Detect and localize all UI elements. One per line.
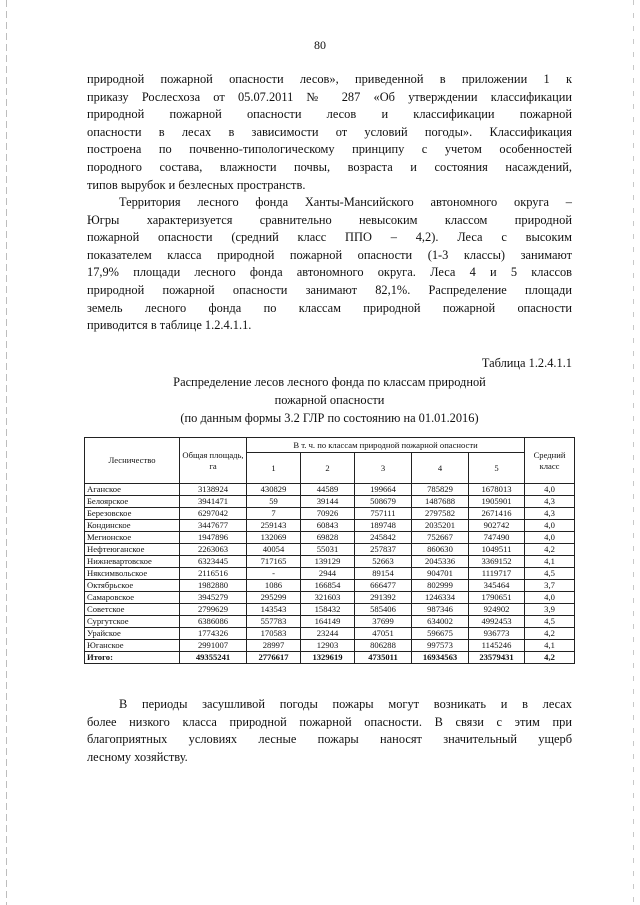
paragraph-line: породного состава, влажности почвы, возраста и состояния насаждений, <box>87 159 572 174</box>
cell-avg: 4,1 <box>525 556 575 568</box>
paragraph-line: природной пожарной опасности лесов», приведенной в приложении 1 к <box>87 72 572 86</box>
cell-c1: 1086 <box>247 580 301 592</box>
cell-c2: 2944 <box>301 568 355 580</box>
cell-area: 3447677 <box>180 520 247 532</box>
paragraph-line: В периоды засушливой погоды пожары могут возникать и в лесах <box>119 697 572 711</box>
cell-name: Аганское <box>85 484 180 496</box>
cell-area: 3945279 <box>180 592 247 604</box>
cell-c2: 23244 <box>301 628 355 640</box>
header-class-3: 3 <box>355 453 412 484</box>
paragraph-intro <box>87 71 572 194</box>
cell-c5: 23579431 <box>469 652 525 664</box>
scan-edge-right <box>633 0 634 905</box>
paragraph-line: более низкого класса природной пожарной опасности. В связи с этим при <box>87 714 572 729</box>
cell-area: 2799629 <box>180 604 247 616</box>
cell-c1: 59 <box>247 496 301 508</box>
cell-c2: 164149 <box>301 616 355 628</box>
paragraph-line: приказу Рослесхоза от 05.07.2011 № 287 «Об утверждении классификации <box>87 89 572 104</box>
cell-c3: 37699 <box>355 616 412 628</box>
cell-c5: 3369152 <box>469 556 525 568</box>
cell-c2: 1329619 <box>301 652 355 664</box>
cell-area: 3138924 <box>180 484 247 496</box>
cell-c2: 69828 <box>301 532 355 544</box>
cell-c2: 321603 <box>301 592 355 604</box>
paragraph-line: типов вырубок и безлесных пространств. <box>87 177 306 192</box>
header-class-1: 1 <box>247 453 301 484</box>
page-number: 80 <box>314 38 326 52</box>
header-forestry: Лесничество <box>85 438 180 484</box>
cell-c4: 1246334 <box>412 592 469 604</box>
cell-name: Октябрьское <box>85 580 180 592</box>
paragraph-line: благоприятных условиях лесные пожары наносят значительный ущерб <box>87 732 572 747</box>
cell-c5: 747490 <box>469 532 525 544</box>
paragraph-line: построена по почвенно-типологическому принципу с учетом особенностей <box>87 142 572 157</box>
cell-c4: 752667 <box>412 532 469 544</box>
table-row <box>85 640 575 652</box>
cell-c4: 802999 <box>412 580 469 592</box>
cell-c4: 2035201 <box>412 520 469 532</box>
cell-area: 2116516 <box>180 568 247 580</box>
cell-c4: 997573 <box>412 640 469 652</box>
cell-c4: 860630 <box>412 544 469 556</box>
cell-c4: 785829 <box>412 484 469 496</box>
cell-name: Урайское <box>85 628 180 640</box>
cell-c1: 557783 <box>247 616 301 628</box>
cell-area: 2991007 <box>180 640 247 652</box>
cell-c2: 12903 <box>301 640 355 652</box>
header-by-class-group: В т. ч. по классам природной пожарной опасности <box>247 438 525 453</box>
header-total-area: Общая площадь, га <box>180 438 247 484</box>
table-row <box>85 580 575 592</box>
cell-area: 6323445 <box>180 556 247 568</box>
cell-avg: 4,0 <box>525 484 575 496</box>
table-row <box>85 520 575 532</box>
scan-edge-left <box>6 0 7 905</box>
paragraph-territory <box>87 194 572 335</box>
header-avg-class: Средний класс <box>525 438 575 484</box>
cell-c1: 143543 <box>247 604 301 616</box>
cell-c1: 259143 <box>247 520 301 532</box>
table-row <box>85 496 575 508</box>
cell-c3: 257837 <box>355 544 412 556</box>
cell-avg: 4,0 <box>525 592 575 604</box>
paragraph-line: Югры характеризуется сравнительно невысоким классом природной <box>87 212 572 227</box>
cell-avg: 4,2 <box>525 544 575 556</box>
table-row <box>85 616 575 628</box>
paragraph-line: природной пожарной опасности занимают 82,1%. Распределение площади <box>87 282 572 297</box>
cell-c4: 2797582 <box>412 508 469 520</box>
paragraph-line: приводится в таблице 1.2.4.1.1. <box>87 318 252 333</box>
cell-c5: 345464 <box>469 580 525 592</box>
cell-c5: 1678013 <box>469 484 525 496</box>
forest-fire-class-table <box>84 437 575 664</box>
cell-avg: 3,9 <box>525 604 575 616</box>
cell-name: Белоярское <box>85 496 180 508</box>
cell-avg: 4,1 <box>525 640 575 652</box>
cell-c1: 7 <box>247 508 301 520</box>
cell-c1: 28997 <box>247 640 301 652</box>
cell-area: 3941471 <box>180 496 247 508</box>
cell-c4: 596675 <box>412 628 469 640</box>
cell-c3: 291392 <box>355 592 412 604</box>
cell-c4: 2045336 <box>412 556 469 568</box>
cell-name: Юганское <box>85 640 180 652</box>
table-row <box>85 484 575 496</box>
cell-area: 2263063 <box>180 544 247 556</box>
table-row <box>85 628 575 640</box>
paragraph-line: пожарной опасности (средний класс ППО – 4,2). Леса с высоким <box>87 230 572 245</box>
cell-c4: 634002 <box>412 616 469 628</box>
cell-name: Самаровское <box>85 592 180 604</box>
cell-c2: 166854 <box>301 580 355 592</box>
cell-c2: 70926 <box>301 508 355 520</box>
header-class-4: 4 <box>412 453 469 484</box>
cell-c1: 40054 <box>247 544 301 556</box>
cell-area: 1982880 <box>180 580 247 592</box>
table-row <box>85 532 575 544</box>
cell-c3: 757111 <box>355 508 412 520</box>
cell-name: Итого: <box>85 652 180 664</box>
cell-c3: 52663 <box>355 556 412 568</box>
cell-c3: 199664 <box>355 484 412 496</box>
cell-c4: 16934563 <box>412 652 469 664</box>
cell-name: Нефтеюганское <box>85 544 180 556</box>
cell-c5: 1905901 <box>469 496 525 508</box>
cell-c2: 39144 <box>301 496 355 508</box>
cell-c3: 806288 <box>355 640 412 652</box>
cell-name: Няксимвольское <box>85 568 180 580</box>
cell-c5: 1145246 <box>469 640 525 652</box>
cell-avg: 4,2 <box>525 652 575 664</box>
table-row <box>85 556 575 568</box>
paragraph-line: опасности в лесах в зависимости от условий погоды». Классификация <box>87 124 572 139</box>
cell-name: Мегионское <box>85 532 180 544</box>
table-caption-line: (по данным формы 3.2 ГЛР по состоянию на 01.01.2016) <box>180 411 479 425</box>
cell-c1: 717165 <box>247 556 301 568</box>
table-label: Таблица 1.2.4.1.1 <box>481 356 572 370</box>
cell-name: Советское <box>85 604 180 616</box>
table-row <box>85 604 575 616</box>
cell-c3: 666477 <box>355 580 412 592</box>
cell-c3: 585406 <box>355 604 412 616</box>
cell-c1: 132069 <box>247 532 301 544</box>
cell-c3: 508679 <box>355 496 412 508</box>
cell-c3: 47051 <box>355 628 412 640</box>
cell-area: 1947896 <box>180 532 247 544</box>
cell-avg: 3,7 <box>525 580 575 592</box>
cell-name: Нижневартовское <box>85 556 180 568</box>
paragraph-line: природной пожарной опасности лесов и классификации пожарной <box>87 107 572 122</box>
cell-c1: - <box>247 568 301 580</box>
cell-c4: 904701 <box>412 568 469 580</box>
table-row <box>85 568 575 580</box>
cell-c3: 89154 <box>355 568 412 580</box>
cell-c5: 2671416 <box>469 508 525 520</box>
cell-name: Кондинское <box>85 520 180 532</box>
table-caption-line: Распределение лесов лесного фонда по классам природной <box>173 375 486 389</box>
paragraph-line: Территория лесного фонда Ханты-Мансийского автономного округа – <box>119 195 572 209</box>
cell-area: 6386086 <box>180 616 247 628</box>
table-row <box>85 544 575 556</box>
table-row <box>85 592 575 604</box>
cell-c5: 1119717 <box>469 568 525 580</box>
cell-c5: 1790651 <box>469 592 525 604</box>
cell-c3: 189748 <box>355 520 412 532</box>
cell-avg: 4,5 <box>525 616 575 628</box>
cell-area: 6297042 <box>180 508 247 520</box>
cell-c5: 902742 <box>469 520 525 532</box>
cell-avg: 4,3 <box>525 508 575 520</box>
cell-area: 1774326 <box>180 628 247 640</box>
cell-c1: 2776617 <box>247 652 301 664</box>
cell-avg: 4,5 <box>525 568 575 580</box>
cell-c1: 170583 <box>247 628 301 640</box>
cell-name: Березовское <box>85 508 180 520</box>
cell-c5: 936773 <box>469 628 525 640</box>
table-total-row <box>85 652 575 664</box>
cell-area: 49355241 <box>180 652 247 664</box>
paragraph-line: 17,9% площади лесного фонда автономного округа. Леса 4 и 5 классов <box>87 265 572 280</box>
cell-c3: 245842 <box>355 532 412 544</box>
cell-avg: 4,0 <box>525 532 575 544</box>
cell-c1: 430829 <box>247 484 301 496</box>
cell-c2: 139129 <box>301 556 355 568</box>
cell-c1: 295299 <box>247 592 301 604</box>
table-caption-line: пожарной опасности <box>274 393 385 407</box>
cell-c4: 987346 <box>412 604 469 616</box>
paragraph-line: показателем класса природной пожарной опасности (1-3 классы) занимают <box>87 247 572 262</box>
cell-c4: 1487688 <box>412 496 469 508</box>
cell-name: Сургутское <box>85 616 180 628</box>
paragraph-conclusion <box>87 696 572 766</box>
table-row <box>85 508 575 520</box>
cell-c2: 158432 <box>301 604 355 616</box>
cell-c3: 4735011 <box>355 652 412 664</box>
cell-c5: 1049511 <box>469 544 525 556</box>
paragraph-line: лесному хозяйству. <box>87 749 188 764</box>
cell-c2: 60843 <box>301 520 355 532</box>
cell-c5: 924902 <box>469 604 525 616</box>
cell-avg: 4,3 <box>525 496 575 508</box>
header-class-2: 2 <box>301 453 355 484</box>
cell-c2: 44589 <box>301 484 355 496</box>
cell-c5: 4992453 <box>469 616 525 628</box>
paragraph-line: земель лесного фонда по классам природной пожарной опасности <box>87 300 572 315</box>
cell-avg: 4,0 <box>525 520 575 532</box>
header-class-5: 5 <box>469 453 525 484</box>
cell-avg: 4,2 <box>525 628 575 640</box>
cell-c2: 55031 <box>301 544 355 556</box>
